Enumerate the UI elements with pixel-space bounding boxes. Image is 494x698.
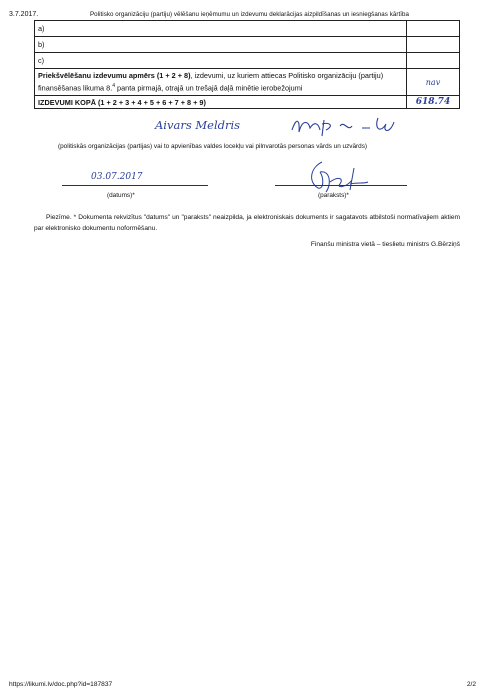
table-row [35, 37, 460, 53]
pre-election-text-3: panta pirmajā, otrajā un trešajā daļā minētie ierobežojumi [115, 83, 303, 93]
table-row-total [35, 96, 460, 109]
row-value-c [407, 53, 460, 69]
footer-url[interactable]: https://likumi.lv/doc.php?id=187837 [9, 681, 113, 688]
pre-election-label [35, 69, 407, 96]
row-label-c: c) [35, 53, 407, 69]
minister-line: Finanšu ministra vietā – tieslietu ministrs G.Bērziņš [310, 241, 460, 248]
total-value [407, 96, 460, 109]
row-value-a [407, 21, 460, 37]
row-label-a: a) [35, 21, 407, 37]
pre-election-text-2: finansēšanas likuma 8. [38, 83, 113, 93]
pre-election-bold: Priekšvēlēšanu izdevumu apmērs (1 + 2 + 8) [38, 71, 191, 81]
signature-caption: (paraksts)* [318, 192, 349, 199]
document-header-title: Politisko organizāciju (partiju) vēlēšanu ieņēmumu un izdevumu deklarācijas aizpildīšanas un iesniegšanas kārtība [90, 11, 409, 18]
table-row [35, 21, 460, 37]
date-caption: (datums)* [107, 192, 135, 199]
row-label-b: b) [35, 37, 407, 53]
table-row-pre-election [35, 69, 460, 96]
note-text: Piezīme. * Dokumenta rekvizītus "datums" un "paraksts" neaizpilda, ja elektroniskais dokuments ir sagatavots atbilstoši normatīvajiem aktiem par elektronisko dokumentu noformēšanu. [34, 214, 460, 232]
total-label: IZDEVUMI KOPĀ (1 + 2 + 3 + 4 + 5 + 6 + 7 + 8 + 9) [35, 96, 407, 109]
total-handwritten-value: 618.74 [415, 97, 451, 107]
handwritten-date: 03.07.2017 [91, 172, 143, 182]
date-line [62, 185, 208, 186]
pre-election-sup: 4 [112, 83, 116, 90]
name-caption: (politiskās organizācijas (partijas) vai to apvienības valdes locekļu vai pilnvarotās personas vārds un uzvārds) [58, 143, 368, 150]
note-paragraph [34, 212, 460, 234]
pre-election-text-1: , izdevumi, uz kuriem attiecas Politisko organizāciju (partiju) [190, 71, 384, 81]
signature-line [275, 185, 407, 186]
handwritten-position-scribble [290, 112, 410, 140]
pre-election-value [407, 69, 460, 96]
print-date: 3.7.2017. [9, 11, 39, 18]
handwritten-name: Aivars Meldris [155, 118, 241, 132]
expenses-table [34, 20, 460, 109]
pre-election-handwritten-value: nav [425, 77, 441, 87]
footer-page-number: 2/2 [466, 681, 476, 688]
row-value-b [407, 37, 460, 53]
signature-scribble [300, 160, 370, 194]
table-row [35, 53, 460, 69]
